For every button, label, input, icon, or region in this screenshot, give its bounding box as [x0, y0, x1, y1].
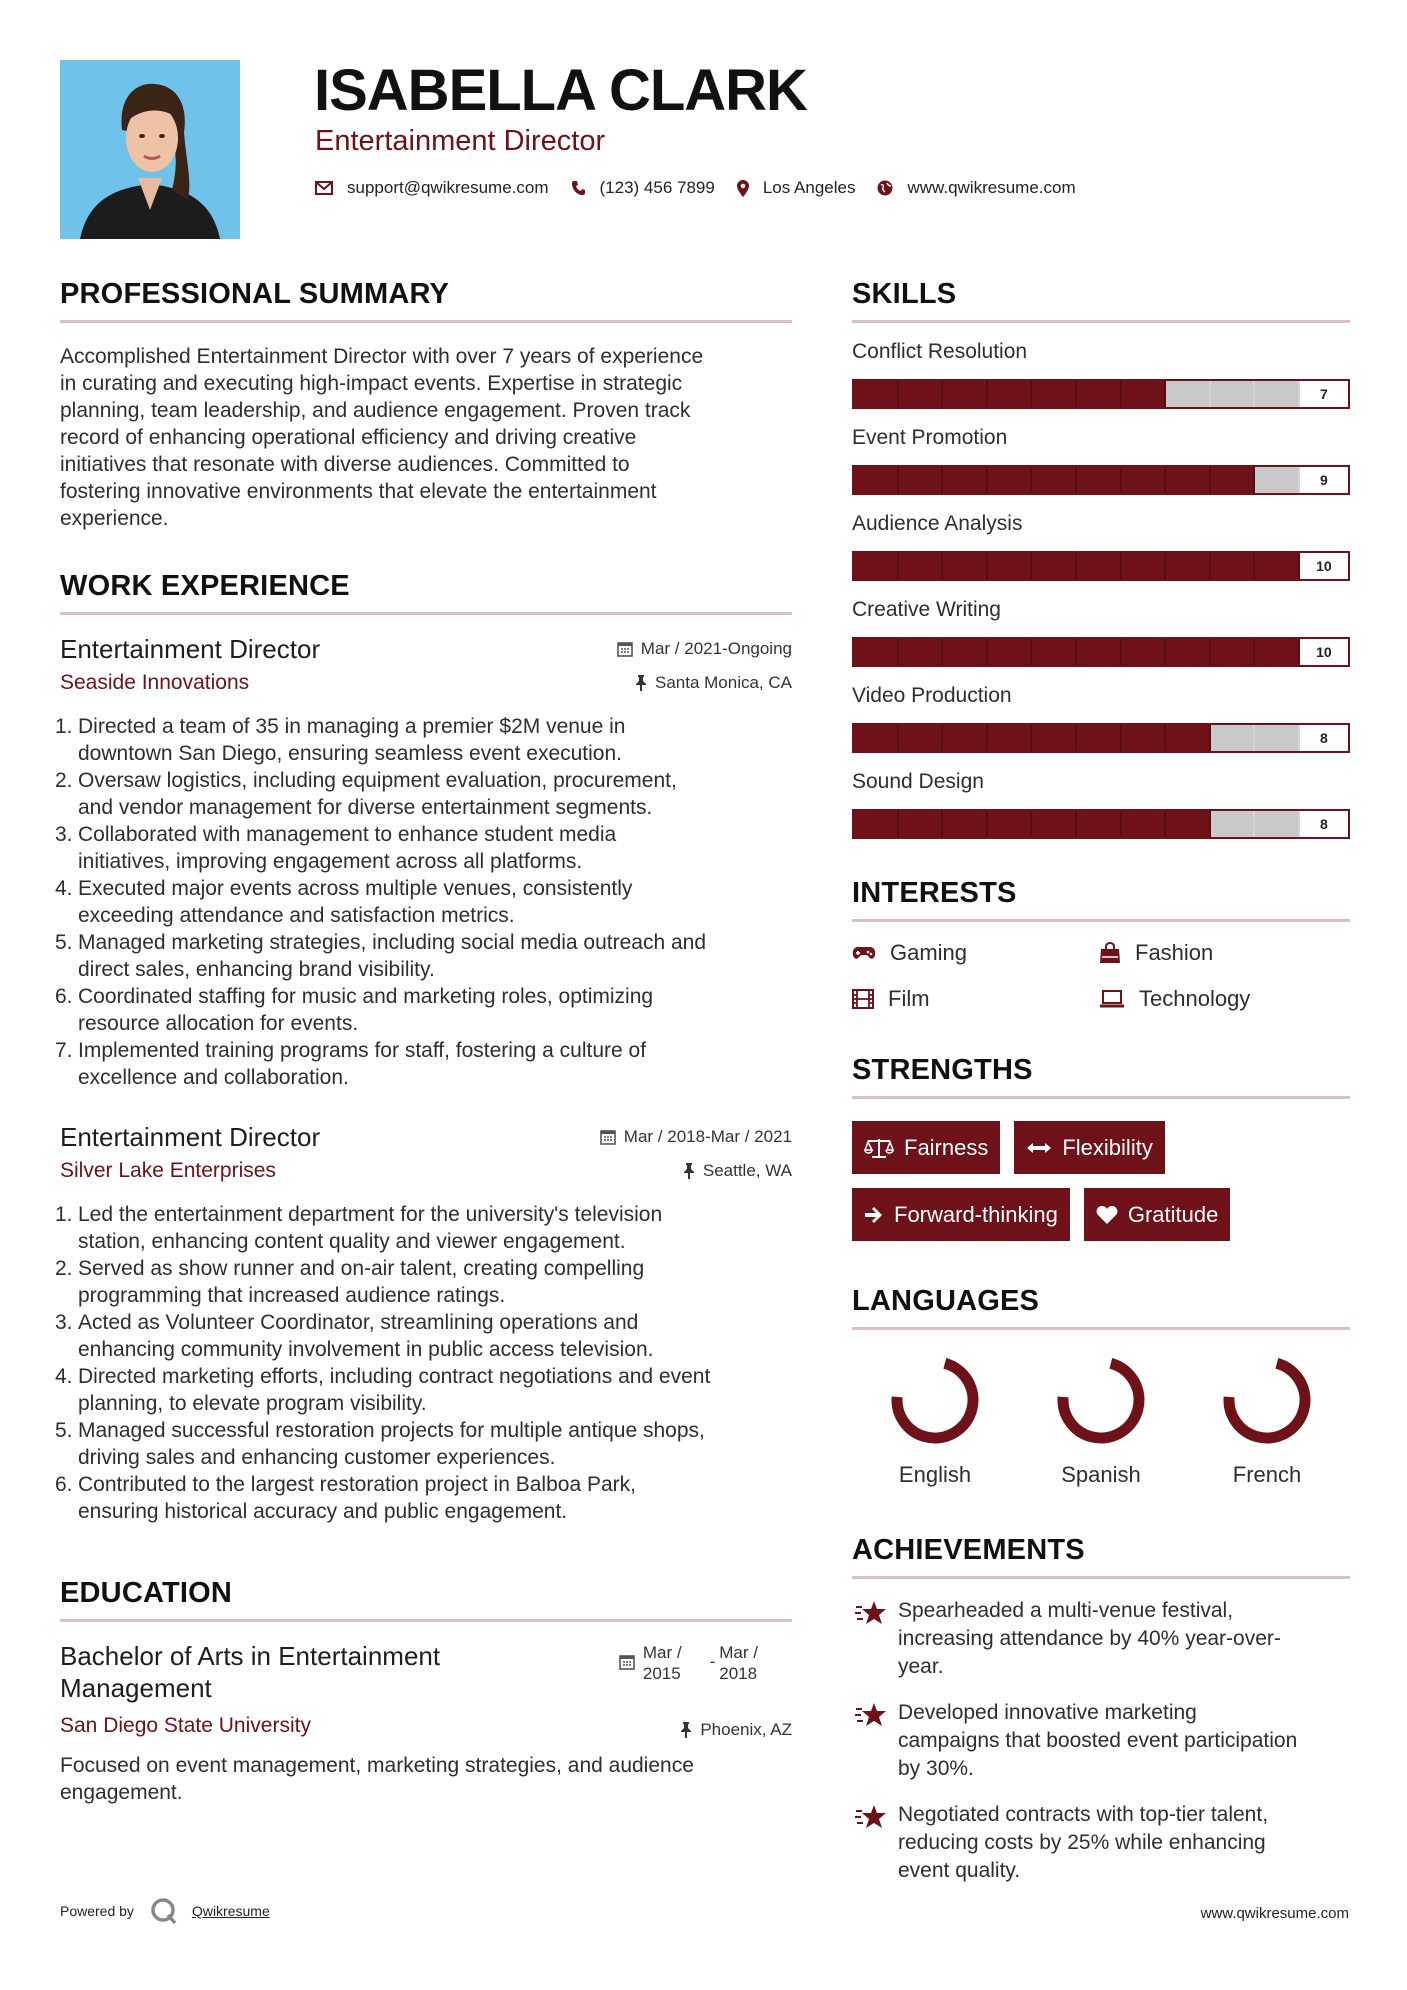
- summary-heading: PROFESSIONAL SUMMARY: [60, 278, 450, 310]
- skill-name: Audience Analysis: [852, 512, 1023, 535]
- bullet-number: 4.: [55, 877, 73, 900]
- education-end-line: Mar /: [719, 1643, 758, 1662]
- interests-section: [852, 875, 1350, 1012]
- bullet-number: 1.: [55, 1203, 73, 1226]
- interests-list: [852, 940, 1350, 1012]
- skill-item: [852, 683, 1350, 753]
- contact-phone-text: (123) 456 7899: [599, 178, 715, 197]
- skill-bar-filled-segment: [1166, 725, 1211, 751]
- job-date-text: Mar / 2018-Mar / 2021: [623, 1127, 792, 1146]
- language-proficiency-arc: [1220, 1353, 1313, 1446]
- contact-website-text: www.qwikresume.com: [907, 178, 1076, 197]
- education-end: [719, 1642, 758, 1684]
- arrows-horizontal-icon: [1026, 1141, 1052, 1155]
- skill-bar-filled-segment: [854, 467, 899, 493]
- candidate-role: Entertainment Director: [315, 125, 606, 157]
- skill-name: Creative Writing: [852, 598, 1001, 621]
- summary-line: initiatives that resonate with diverse audiences. Committed to: [60, 453, 630, 476]
- interests-rule: [852, 919, 1350, 922]
- skill-name: Sound Design: [852, 770, 984, 793]
- languages-rule: [852, 1327, 1350, 1330]
- languages-list: [852, 1352, 1350, 1488]
- bullet-line: Executed major events across multiple venues, consistently: [78, 877, 633, 900]
- skill-bar-filled-segment: [899, 725, 944, 751]
- school-name: San Diego State University: [60, 1714, 311, 1737]
- skill-bar-filled-segment: [1166, 639, 1211, 665]
- education-location-text: Phoenix, AZ: [700, 1720, 792, 1739]
- language-item: [1018, 1352, 1184, 1488]
- job-location: [683, 1161, 792, 1181]
- powered-by-label: Powered by: [60, 1903, 134, 1919]
- skill-bar-filled-segment: [899, 639, 944, 665]
- skill-bar-filled-segment: [899, 811, 944, 837]
- language-item: [1184, 1352, 1350, 1488]
- pushpin-icon: [683, 1163, 695, 1179]
- education-end-line: 2018: [719, 1664, 758, 1683]
- language-name: Spanish: [1061, 1462, 1141, 1487]
- skill-bar-filled-segment: [943, 811, 988, 837]
- skill-bar-filled-segment: [988, 639, 1033, 665]
- skill-bar-empty-segment: [1255, 811, 1300, 837]
- skill-bar-filled-segment: [1122, 381, 1167, 407]
- education-start-line: Mar /: [642, 1643, 682, 1662]
- skill-bar-empty-segment: [1255, 381, 1300, 407]
- skill-bar: [852, 809, 1350, 839]
- bullet-line: initiatives, improving engagement across all platforms.: [78, 850, 583, 873]
- skill-bar-filled-segment: [1077, 639, 1122, 665]
- degree-line: Management: [60, 1673, 212, 1703]
- brand-link[interactable]: Qwikresume: [191, 1903, 270, 1919]
- summary-line: in curating and executing high-impact events. Expertise in strategic: [60, 372, 683, 395]
- skill-level-badge: 8: [1300, 811, 1348, 837]
- achievement-line: Developed innovative marketing: [898, 1701, 1197, 1724]
- skill-bar-filled-segment: [1166, 811, 1211, 837]
- skill-bar-filled-segment: [1032, 553, 1077, 579]
- skill-bar-filled-segment: [854, 639, 899, 665]
- job-date: [617, 639, 792, 659]
- strength-tag: [852, 1121, 1000, 1174]
- contact-website[interactable]: [877, 178, 1075, 198]
- skill-bar-filled-segment: [988, 811, 1033, 837]
- achievements-section: [852, 1532, 1350, 1885]
- skill-bar-empty-segment: [1166, 381, 1211, 407]
- job-location-text: Santa Monica, CA: [654, 673, 792, 692]
- skill-bar-filled-segment: [988, 553, 1033, 579]
- qwikresume-logo-icon: [150, 1897, 178, 1925]
- job-entry: [55, 633, 792, 1091]
- skill-bar-filled-segment: [899, 467, 944, 493]
- bullet-number: 4.: [55, 1365, 73, 1388]
- right-column: [852, 276, 1350, 1885]
- bullet-number: 1.: [55, 715, 73, 738]
- bullet-line: Coordinated staffing for music and marketing roles, optimizing: [78, 985, 654, 1008]
- pushpin-icon: [680, 1722, 692, 1738]
- job-bullets: [55, 1201, 792, 1525]
- skills-section: [852, 276, 1350, 839]
- map-pin-icon: [737, 180, 749, 197]
- skill-bar: [852, 637, 1350, 667]
- summary-line: experience.: [60, 507, 169, 530]
- bullet-number: 3.: [55, 1311, 73, 1334]
- contact-email-text: support@qwikresume.com: [347, 178, 549, 197]
- job-bullets: [55, 713, 792, 1091]
- summary-line: fostering innovative environments that elevate the entertainment: [60, 480, 657, 503]
- bullet-number: 3.: [55, 823, 73, 846]
- job-date-text: Mar / 2021-Ongoing: [640, 639, 792, 658]
- skill-bar-filled-segment: [988, 467, 1033, 493]
- interest-item: [1099, 986, 1339, 1012]
- work-heading: WORK EXPERIENCE: [60, 570, 350, 602]
- job-bullet: [55, 713, 792, 767]
- shopping-bag-icon: [1099, 942, 1121, 964]
- strengths-list: [852, 1121, 1350, 1255]
- film-icon: [852, 989, 874, 1009]
- summary-line: Accomplished Entertainment Director with over 7 years of experience: [60, 345, 704, 368]
- skill-bar-filled-segment: [1122, 639, 1167, 665]
- interest-label: Gaming: [890, 940, 968, 965]
- footer-website[interactable]: www.qwikresume.com: [1200, 1905, 1349, 1922]
- skill-bar-filled-segment: [943, 725, 988, 751]
- skill-bar-empty-segment: [1255, 725, 1300, 751]
- education-section: [60, 1575, 792, 1806]
- bullet-line: resource allocation for events.: [78, 1012, 359, 1035]
- skill-item: [852, 597, 1350, 667]
- languages-section: [852, 1283, 1350, 1488]
- achievement-item: [852, 1699, 1350, 1783]
- achievement-item: [852, 1597, 1350, 1681]
- skill-bar-filled-segment: [899, 553, 944, 579]
- skill-bar-filled-segment: [854, 811, 899, 837]
- skill-level-badge: 10: [1300, 553, 1348, 579]
- bullet-line: exceeding attendance and satisfaction metrics.: [78, 904, 515, 927]
- calendar-icon: [619, 1654, 635, 1670]
- language-name: French: [1232, 1462, 1302, 1487]
- education-start: [643, 1642, 682, 1684]
- job-location-text: Seattle, WA: [702, 1161, 792, 1180]
- bullet-number: 2.: [55, 1257, 73, 1280]
- work-section: [55, 568, 792, 1525]
- achievement-line: by 30%.: [898, 1757, 974, 1780]
- summary-section: [60, 276, 792, 532]
- skill-bar: [852, 379, 1350, 409]
- language-proficiency-ring: [1219, 1352, 1315, 1448]
- calendar-icon: [600, 1129, 616, 1145]
- globe-icon: [877, 180, 893, 196]
- interest-label: Technology: [1139, 986, 1251, 1011]
- bullet-line: excellence and collaboration.: [78, 1066, 349, 1089]
- skill-bar-filled-segment: [988, 381, 1033, 407]
- skill-bar-filled-segment: [1166, 467, 1211, 493]
- bullet-number: 7.: [55, 1039, 73, 1062]
- bullet-line: driving sales and enhancing customer experiences.: [78, 1446, 556, 1469]
- job-bullet: [55, 1363, 792, 1417]
- contact-location: [737, 178, 856, 198]
- job-bullet: [55, 1037, 792, 1091]
- left-column: [55, 276, 792, 1806]
- skill-bar-empty-segment: [1211, 725, 1256, 751]
- skill-bar-filled-segment: [899, 381, 944, 407]
- skill-bar: [852, 723, 1350, 753]
- bullet-number: 2.: [55, 769, 73, 792]
- skill-bar-filled-segment: [1122, 725, 1167, 751]
- contact-phone[interactable]: [571, 178, 715, 198]
- skills-rule: [852, 320, 1350, 323]
- job-bullet: [55, 1471, 792, 1525]
- job-bullet: [55, 821, 792, 875]
- skill-bar-filled-segment: [1122, 811, 1167, 837]
- achievements-rule: [852, 1576, 1350, 1579]
- achievement-line: Negotiated contracts with top-tier talent,: [898, 1803, 1269, 1826]
- bullet-line: planning, to elevate program visibility.: [78, 1392, 427, 1415]
- bullet-line: Oversaw logistics, including equipment evaluation, procurement,: [78, 769, 677, 792]
- strengths-section: [852, 1052, 1350, 1255]
- education-start-line: 2015: [642, 1664, 681, 1683]
- skill-bar-filled-segment: [943, 381, 988, 407]
- bullet-line: Directed marketing efforts, including contract negotiations and event: [78, 1365, 711, 1388]
- summary-line: planning, team leadership, and audience engagement. Proven track: [60, 399, 691, 422]
- skill-item: [852, 511, 1350, 581]
- job-bullet: [55, 983, 792, 1037]
- star-award-icon: [852, 1599, 890, 1627]
- language-item: [852, 1352, 1018, 1488]
- skill-bar-filled-segment: [943, 553, 988, 579]
- language-proficiency-arc: [888, 1353, 981, 1446]
- skill-bar-empty-segment: [1211, 811, 1256, 837]
- job-bullet: [55, 929, 792, 983]
- profile-photo: [60, 60, 240, 239]
- job-date: [600, 1127, 792, 1147]
- bullet-line: direct sales, enhancing brand visibility.: [78, 958, 435, 981]
- strength-label: Flexibility: [1062, 1134, 1153, 1160]
- job-entry: [55, 1121, 792, 1525]
- work-rule: [60, 612, 792, 615]
- pushpin-icon: [635, 675, 647, 691]
- skill-bar: [852, 465, 1350, 495]
- strength-tag: [852, 1188, 1070, 1241]
- skill-bar-filled-segment: [943, 639, 988, 665]
- job-title: Entertainment Director: [60, 1122, 321, 1152]
- skills-list: [852, 339, 1350, 839]
- education-description-line: engagement.: [60, 1781, 183, 1804]
- skill-item: [852, 425, 1350, 495]
- education-date-dash: -: [709, 1652, 716, 1671]
- skill-bar-filled-segment: [988, 725, 1033, 751]
- achievement-text: [898, 1801, 1268, 1885]
- skill-item: [852, 339, 1350, 409]
- language-proficiency-ring: [887, 1352, 983, 1448]
- education-description: [60, 1752, 792, 1806]
- star-award-icon: [852, 1701, 890, 1729]
- language-name: English: [898, 1462, 972, 1487]
- achievement-line: increasing attendance by 40% year-over-: [898, 1627, 1281, 1650]
- strength-tag: [1014, 1121, 1164, 1174]
- strength-label: Fairness: [904, 1134, 989, 1160]
- bullet-line: and vendor management for diverse entertainment segments.: [78, 796, 653, 819]
- bullet-line: Managed successful restoration projects for multiple antique shops,: [78, 1419, 705, 1442]
- skill-bar-filled-segment: [1032, 467, 1077, 493]
- education-location: [680, 1720, 792, 1740]
- skill-name: Conflict Resolution: [852, 340, 1028, 363]
- summary-line: record of enhancing operational efficiency and driving creative: [60, 426, 637, 449]
- education-heading: EDUCATION: [60, 1577, 233, 1609]
- bullet-number: 5.: [55, 931, 73, 954]
- job-bullet: [55, 1201, 792, 1255]
- job-bullet: [55, 767, 792, 821]
- job-location: [635, 673, 792, 693]
- bullet-line: Collaborated with management to enhance student media: [78, 823, 617, 846]
- skill-bar-filled-segment: [1211, 639, 1256, 665]
- bullet-line: Served as show runner and on-air talent, creating compelling: [78, 1257, 645, 1280]
- contact-location-text: Los Angeles: [762, 178, 856, 197]
- bullet-line: Acted as Volunteer Coordinator, streamlining operations and: [78, 1311, 639, 1334]
- heart-icon: [1096, 1205, 1118, 1225]
- job-bullet: [55, 1255, 792, 1309]
- skill-bar-filled-segment: [1032, 381, 1077, 407]
- bullet-number: 5.: [55, 1419, 73, 1442]
- skill-name: Event Promotion: [852, 426, 1008, 449]
- achievement-line: year.: [898, 1655, 944, 1678]
- bullet-line: downtown San Diego, ensuring seamless event execution.: [78, 742, 622, 765]
- achievement-text: [898, 1699, 1297, 1783]
- contact-email[interactable]: [315, 178, 549, 198]
- skill-bar-empty-segment: [1255, 467, 1300, 493]
- bullet-line: enhancing community involvement in public access television.: [78, 1338, 654, 1361]
- skills-heading: SKILLS: [852, 278, 957, 310]
- bullet-line: Implemented training programs for staff, fostering a culture of: [78, 1039, 647, 1062]
- skill-bar-filled-segment: [1032, 725, 1077, 751]
- skill-bar-filled-segment: [1211, 467, 1256, 493]
- job-title: Entertainment Director: [60, 634, 321, 664]
- strengths-rule: [852, 1096, 1350, 1099]
- bullet-line: programming that increased audience ratings.: [78, 1284, 506, 1307]
- bullet-line: Contributed to the largest restoration project in Balboa Park,: [78, 1473, 636, 1496]
- education-rule: [60, 1619, 792, 1622]
- strengths-heading: STRENGTHS: [852, 1054, 1033, 1086]
- job-bullet: [55, 1417, 792, 1471]
- interest-item: [1099, 940, 1339, 966]
- job-bullet: [55, 1309, 792, 1363]
- laptop-icon: [1099, 990, 1125, 1008]
- interest-label: Film: [888, 986, 930, 1011]
- phone-icon: [571, 180, 586, 196]
- achievement-item: [852, 1801, 1350, 1885]
- strength-label: Gratitude: [1127, 1201, 1219, 1227]
- summary-text: [60, 343, 792, 532]
- skill-bar-filled-segment: [1077, 381, 1122, 407]
- skill-bar-filled-segment: [1211, 553, 1256, 579]
- arrow-right-icon: [864, 1206, 884, 1224]
- language-proficiency-arc: [1054, 1353, 1147, 1446]
- skill-bar-filled-segment: [854, 381, 899, 407]
- achievement-line: event quality.: [898, 1859, 1021, 1882]
- envelope-icon: [315, 181, 333, 195]
- bullet-number: 6.: [55, 985, 73, 1008]
- skill-bar-filled-segment: [1077, 553, 1122, 579]
- skill-bar-filled-segment: [1077, 811, 1122, 837]
- skill-bar-filled-segment: [854, 725, 899, 751]
- degree-line: Bachelor of Arts in Entertainment: [60, 1641, 441, 1671]
- interest-item: [852, 940, 1099, 966]
- skill-bar-empty-segment: [1211, 381, 1256, 407]
- skill-bar-filled-segment: [1032, 811, 1077, 837]
- skill-bar-filled-segment: [1077, 725, 1122, 751]
- skill-bar: [852, 551, 1350, 581]
- strength-tag: [1084, 1188, 1231, 1241]
- education-dates: [619, 1642, 758, 1684]
- skill-level-badge: 9: [1300, 467, 1348, 493]
- skill-level-badge: 8: [1300, 725, 1348, 751]
- skill-level-badge: 10: [1300, 639, 1348, 665]
- skill-bar-filled-segment: [1032, 639, 1077, 665]
- balance-scale-icon: [864, 1137, 894, 1159]
- interests-heading: INTERESTS: [852, 877, 1017, 909]
- job-company: Seaside Innovations: [60, 671, 250, 694]
- skill-bar-filled-segment: [943, 467, 988, 493]
- education-description-line: Focused on event management, marketing strategies, and audience: [60, 1754, 694, 1777]
- bullet-line: Directed a team of 35 in managing a premier $2M venue in: [78, 715, 626, 738]
- bullet-line: ensuring historical accuracy and public engagement.: [78, 1500, 568, 1523]
- interest-item: [852, 986, 1099, 1012]
- skill-name: Video Production: [852, 684, 1012, 707]
- summary-rule: [60, 320, 792, 323]
- bullet-line: station, enhancing content quality and viewer engagement.: [78, 1230, 626, 1253]
- languages-heading: LANGUAGES: [852, 1285, 1040, 1317]
- achievement-line: Spearheaded a multi-venue festival,: [898, 1599, 1234, 1622]
- calendar-icon: [617, 641, 633, 657]
- bullet-line: Led the entertainment department for the university's television: [78, 1203, 663, 1226]
- achievement-line: campaigns that boosted event participation: [898, 1729, 1298, 1752]
- job-bullet: [55, 875, 792, 929]
- education-entry: [60, 1640, 792, 1806]
- language-proficiency-ring: [1053, 1352, 1149, 1448]
- star-award-icon: [852, 1803, 890, 1831]
- achievements-list: [852, 1597, 1350, 1885]
- skill-item: [852, 769, 1350, 839]
- skill-bar-filled-segment: [854, 553, 899, 579]
- contact-bar: [315, 178, 1098, 198]
- job-company: Silver Lake Enterprises: [60, 1159, 276, 1182]
- skill-bar-filled-segment: [1077, 467, 1122, 493]
- skill-bar-filled-segment: [1122, 467, 1167, 493]
- skill-level-badge: 7: [1300, 381, 1348, 407]
- candidate-name: ISABELLA CLARK: [314, 58, 807, 123]
- skill-bar-filled-segment: [1122, 553, 1167, 579]
- achievement-line: reducing costs by 25% while enhancing: [898, 1831, 1266, 1854]
- strength-label: Forward-thinking: [894, 1201, 1058, 1227]
- achievement-text: [898, 1597, 1281, 1681]
- skill-bar-filled-segment: [1255, 639, 1300, 665]
- bullet-line: Managed marketing strategies, including social media outreach and: [78, 931, 707, 954]
- footer-powered-by: [60, 1897, 270, 1925]
- skill-bar-filled-segment: [1166, 553, 1211, 579]
- bullet-number: 6.: [55, 1473, 73, 1496]
- achievements-heading: ACHIEVEMENTS: [852, 1534, 1085, 1566]
- gamepad-icon: [852, 945, 876, 961]
- skill-bar-filled-segment: [1255, 553, 1300, 579]
- interest-label: Fashion: [1135, 940, 1214, 965]
